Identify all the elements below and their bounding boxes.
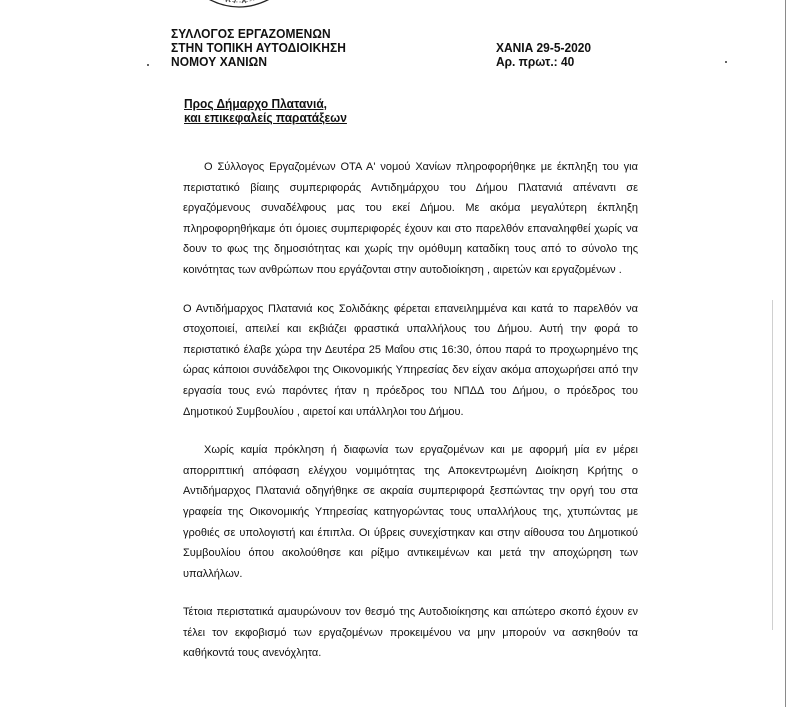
scan-shadow-line xyxy=(772,300,773,630)
letter-body xyxy=(183,157,638,682)
paragraph-4: Τέτοια περιστατικά αμαυρώνουν τον θεσμό της Αυτοδιοίκησης και απώτερο σκοπό έχουν εν τέλει τον εκφοβισμό των εργαζομένων προκειμένου να μην μπορούν να ασκηθούν τα καθήκοντά τους ανενόχλητα. xyxy=(183,606,638,660)
addressee-line-2: και επικεφαλείς παρατάξεων xyxy=(184,110,347,125)
stamp-seal xyxy=(196,0,282,18)
paragraph-3: Χωρίς καμία πρόκληση ή διαφωνία των εργαζομένων και με αφορμή μία εν μέρει απορριπτική απόφαση ελέγχου νομιμότητας της Αποκεντρωμένη Διοίκηση Κρήτης ο Αντιδήμαρχος Πλατανιά οδηγήθηκε σε ακραία συμπεριφορά ξεσπώντας την οργή του στα γραφεία της Οικονομικής Υπηρεσίας κατηγορώντας τους υπαλλήλους της, χτυπώντας με γροθιές σε υπολογιστή και έπιπλα. Οι ύβρεις συνεχίστηκαν και στην αίθουσα του Δημοτικού Συμβουλίου όπου ακολούθησε και ρίξιμο αντικειμένων και μετά την αποχώρηση των υπαλλήλων. xyxy=(183,444,638,580)
org-name-line-2: ΣΤΗΝ ΤΟΠΙΚΗ ΑΥΤΟΔΙΟΙΚΗΣΗ xyxy=(171,40,347,55)
protocol-number: Αρ. πρωτ.: 40 xyxy=(496,54,575,69)
organization-header xyxy=(171,27,346,69)
scan-speck xyxy=(147,64,149,66)
page-edge-line xyxy=(785,0,786,707)
document-date: ΧΑΝΙΑ 29-5-2020 xyxy=(496,40,592,55)
scan-speck xyxy=(725,61,727,63)
org-name-line-3: ΝΟΜΟΥ ΧΑΝΙΩΝ xyxy=(171,54,268,69)
document-meta xyxy=(496,41,591,69)
org-name-line-1: ΣΥΛΛΟΓΟΣ ΕΡΓΑΖΟΜΕΝΩΝ xyxy=(171,26,331,41)
addressee-block xyxy=(184,97,347,125)
paragraph-1: Ο Σύλλογος Εργαζομένων ΟΤΑ Α' νομού Χανίων πληροφορήθηκε με έκπληξη του για περιστατικό βίαιης συμπεριφοράς Αντιδημάρχου του Δήμου Πλατανιά απέναντι σε εργαζόμενους συναδέλφους μας του εκεί Δήμου. Με ακόμα μεγαλύτερη έκπληξη πληροφορηθήκαμε ότι όμοιες συμπεριφορές έχουν και στο παρελθόν επαναληφθεί χωρίς να δουν το φως της δημοσιότητας και χωρίς την ομόθυμη καταδίκη τους από το σύνολο της κοινότητας των ανθρώπων που εργάζονται στην αυτοδιοίκηση , αιρετών και εργαζομένων . xyxy=(183,161,638,276)
addressee-line-1: Προς Δήμαρχο Πλατανιά, xyxy=(184,96,328,111)
paragraph-2: Ο Αντιδήμαρχος Πλατανιά κος Σολιδάκης φέρεται επανειλημμένα και κατά το παρελθόν να στοχοποιεί, απειλεί και εκβιάζει φραστικά υπαλλήλους του Δήμου. Αυτή την φορά το περιστατικό έλαβε χώρα την Δευτέρα 25 Μαΐου στις 16:30, όπου παρά το προχωρημένο της ώρας κάποιοι συνάδελφοι της Οικονομικής Υπηρεσίας δεν είχαν ακόμα αποχωρήσει από την εργασία τους ενώ παρόντες ήταν η πρόεδρος του ΝΠΔΔ του Δήμου, ο πρόεδρος του Δημοτικού Συμβουλίου , αιρετοί και υπάλληλοι του Δήμου. xyxy=(183,302,638,418)
